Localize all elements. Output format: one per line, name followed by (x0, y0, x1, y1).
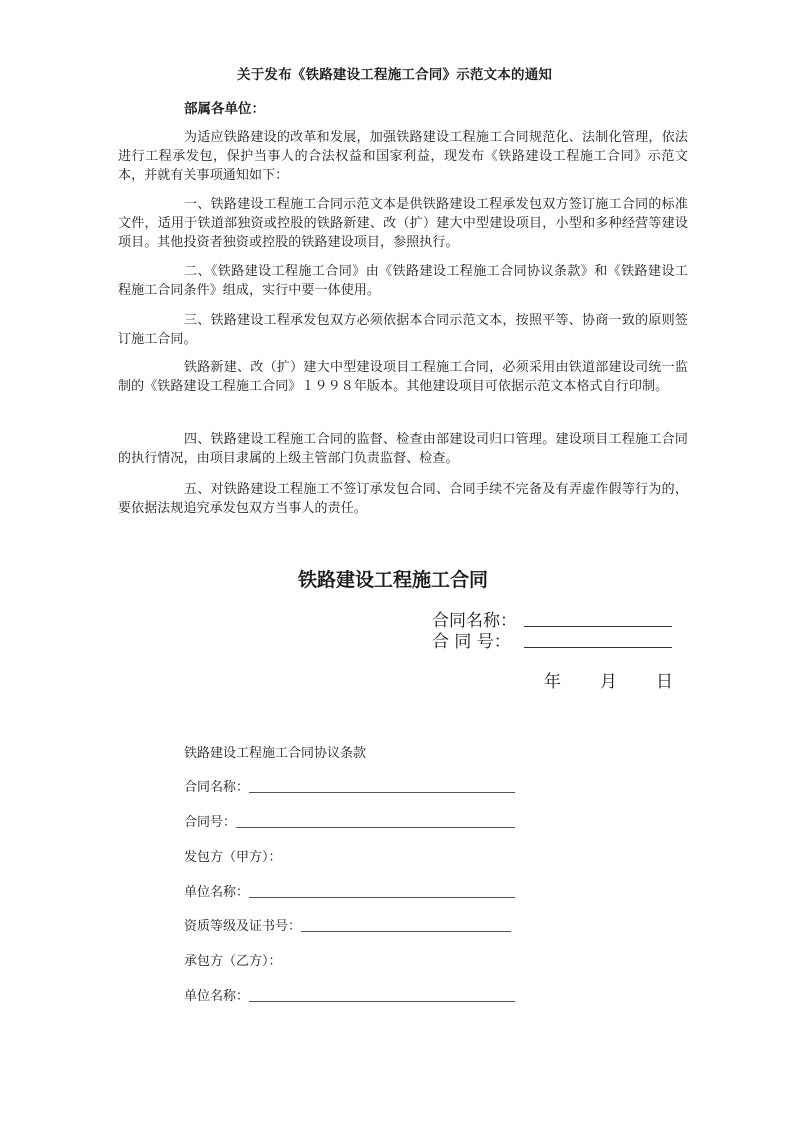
agreement-field-contractor (184, 950, 282, 969)
field-label: 资质等级及证书号： (184, 919, 302, 934)
contract-no-blank[interactable] (236, 826, 515, 828)
cover-contract-no-blank[interactable] (524, 646, 672, 648)
agreement-field-employer-unit-name (184, 881, 515, 900)
agreement-field-contract-no (184, 811, 515, 830)
contractor-unit-name-blank[interactable] (249, 1000, 515, 1002)
agreement-field-contract-name (184, 776, 515, 795)
field-label: 单位名称： (184, 989, 250, 1004)
cover-contract-no-label: 合 同 号： (432, 632, 511, 652)
paragraph-item-5: 五、对铁路建设工程施工不签订承发包合同、合同手续不完备及有弄虚作假等行为的，要依据法规追究承发包双方当事人的责任。 (118, 482, 688, 516)
date-day: 日 (656, 672, 673, 692)
salutation: 部属各单位： (184, 101, 265, 117)
paragraph-item-4: 四、铁路建设工程施工合同的监督、检查由部建设司归口管理。建设项目工程施工合同的执行情况，由项目隶属的上级主管部门负责监督、检查。 (118, 432, 688, 466)
agreement-heading: 铁路建设工程施工合同协议条款 (184, 746, 367, 761)
field-label: 合同号： (184, 815, 237, 830)
date-year: 年 (544, 672, 561, 692)
cover-contract-name-label: 合同名称： (432, 611, 517, 631)
employer-unit-name-blank[interactable] (249, 896, 515, 898)
contract-cover-title: 铁路建设工程施工合同 (298, 569, 489, 591)
paragraph-intro: 为适应铁路建设的改革和发展，加强铁路建设工程施工合同规范化、法制化管理，依法进行工程承发包，保护当事人的合法权益和国家利益，现发布《铁路建设工程施工合同》示范文本，并就有关事项通知如下： (118, 130, 688, 183)
paragraph-item-2: 二、《铁路建设工程施工合同》由《铁路建设工程施工合同协议条款》和《铁路建设工程施工合同条件》组成，实行中要一体使用。 (118, 264, 688, 298)
field-label: 单位名称： (184, 885, 250, 900)
agreement-field-qualification (184, 915, 511, 934)
cover-contract-no-field (432, 627, 672, 652)
agreement-field-contractor-unit-name (184, 985, 515, 1004)
field-label: 合同名称： (184, 780, 250, 795)
paragraph-item-3-supplement: 铁路新建、改（扩）建大中型建设项目工程施工合同，必须采用由铁道部建设司统一监制的《铁路建设工程施工合同》１９９８年版本。其他建设项目可依据示范文本格式自行印制。 (118, 360, 688, 394)
field-label: 承包方（乙方）： (184, 954, 282, 969)
paragraph-item-1: 一、铁路建设工程施工合同示范文本是供铁路建设工程承发包双方签订施工合同的标准文件，适用于铁道部独资或控股的铁路新建、改（扩）建大中型建设项目，小型和多种经营等建设项目。其他投资者独资或控股的铁路建设项目，参照执行。 (118, 197, 688, 250)
contract-name-blank[interactable] (249, 791, 515, 793)
paragraph-item-3: 三、铁路建设工程承发包双方必须依据本合同示范文本，按照平等、协商一致的原则签订施工合同。 (118, 313, 688, 347)
notice-title: 关于发布《铁路建设工程施工合同》示范文本的通知 (237, 67, 553, 83)
agreement-field-employer (184, 846, 282, 865)
date-month: 月 (600, 672, 617, 692)
qualification-blank[interactable] (301, 930, 511, 932)
field-label: 发包方（甲方）： (184, 850, 282, 865)
